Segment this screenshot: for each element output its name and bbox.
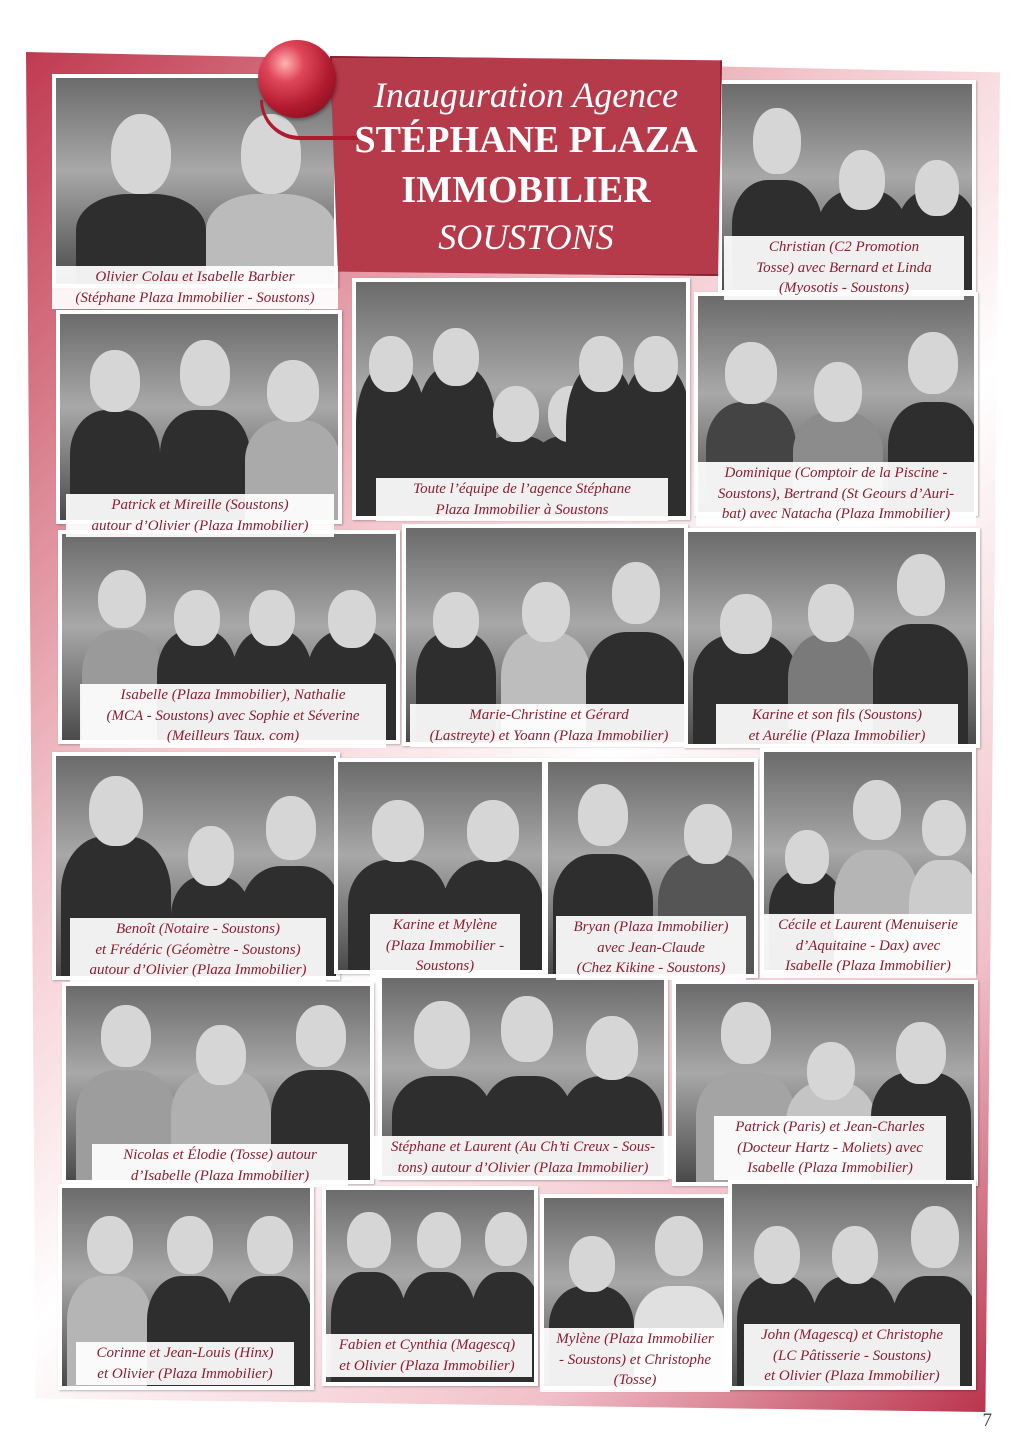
caption-karine-aurelie: Karine et son fils (Soustons) et Aurélie (Plaza Immobilier) (716, 704, 958, 747)
caption-mylene-christophe: Mylène (Plaza Immobilier - Soustons) et Christophe (Tosse) (540, 1328, 730, 1392)
caption-bryan-jean-claude: Bryan (Plaza Immobilier) avec Jean-Claude (Chez Kikine - Soustons) (556, 916, 746, 980)
photo-patrick-mireille (56, 310, 342, 524)
page-number: 7 (982, 1410, 992, 1431)
title-line-1: Inauguration Agence (373, 75, 679, 115)
caption-marie-christine-gerard: Marie-Christine et Gérard (Lastreyte) et Yoann (Plaza Immobilier) (410, 704, 688, 747)
caption-patrick-mireille: Patrick et Mireille (Soustons) autour d’Olivier (Plaza Immobilier) (66, 494, 334, 537)
logo-ball-icon (258, 40, 336, 118)
caption-benoit-frederic: Benoît (Notaire - Soustons) et Frédéric (Géomètre - Soustons) autour d’Olivier (Plaza Immobilier) (70, 918, 326, 982)
caption-nicolas-elodie: Nicolas et Élodie (Tosse) autour d’Isabelle (Plaza Immobilier) (92, 1144, 348, 1187)
title-line-2: STÉPHANE PLAZA (354, 119, 698, 161)
caption-john-christophe: John (Magescq) et Christophe (LC Pâtisserie - Soustons) et Olivier (Plaza Immobilier) (744, 1324, 960, 1388)
caption-patrick-jean-charles: Patrick (Paris) et Jean-Charles (Docteur Hartz - Moliets) avec Isabelle (Plaza Immobilier) (714, 1116, 946, 1180)
caption-fabien-cynthia: Fabien et Cynthia (Magescq) et Olivier (Plaza Immobilier) (322, 1334, 532, 1377)
caption-team: Toute l’équipe de l’agence Stéphane Plaza Immobilier à Soustons (376, 478, 668, 521)
caption-cecile-laurent: Cécile et Laurent (Menuiserie d’Aquitaine - Dax) avec Isabelle (Plaza Immobilier) (760, 914, 976, 978)
caption-corinne-jean-louis: Corinne et Jean-Louis (Hinx) et Olivier (Plaza Immobilier) (76, 1342, 294, 1385)
caption-stephane-laurent: Stéphane et Laurent (Au Ch’ti Creux - Sous- tons) autour d’Olivier (Plaza Immobilier) (370, 1136, 676, 1179)
caption-dominique-bertrand-natacha: Dominique (Comptoir de la Piscine - Soustons), Bertrand (St Geours d’Auri- bat) avec Natacha (Plaza Immobilier) (696, 462, 976, 526)
title-line-3: IMMOBILIER (401, 169, 651, 211)
caption-olivier-isabelle: Olivier Colau et Isabelle Barbier (Stéphane Plaza Immobilier - Soustons) (52, 266, 338, 309)
title-line-4: SOUSTONS (438, 217, 614, 257)
caption-karine-mylene: Karine et Mylène (Plaza Immobilier - Soustons) (370, 914, 520, 978)
caption-christian-bernard-linda: Christian (C2 Promotion Tosse) avec Bernard et Linda (Myosotis - Soustons) (724, 236, 964, 300)
caption-isabelle-nathalie: Isabelle (Plaza Immobilier), Nathalie (MCA - Soustons) avec Sophie et Séverine (Meilleurs Taux. com) (80, 684, 386, 748)
